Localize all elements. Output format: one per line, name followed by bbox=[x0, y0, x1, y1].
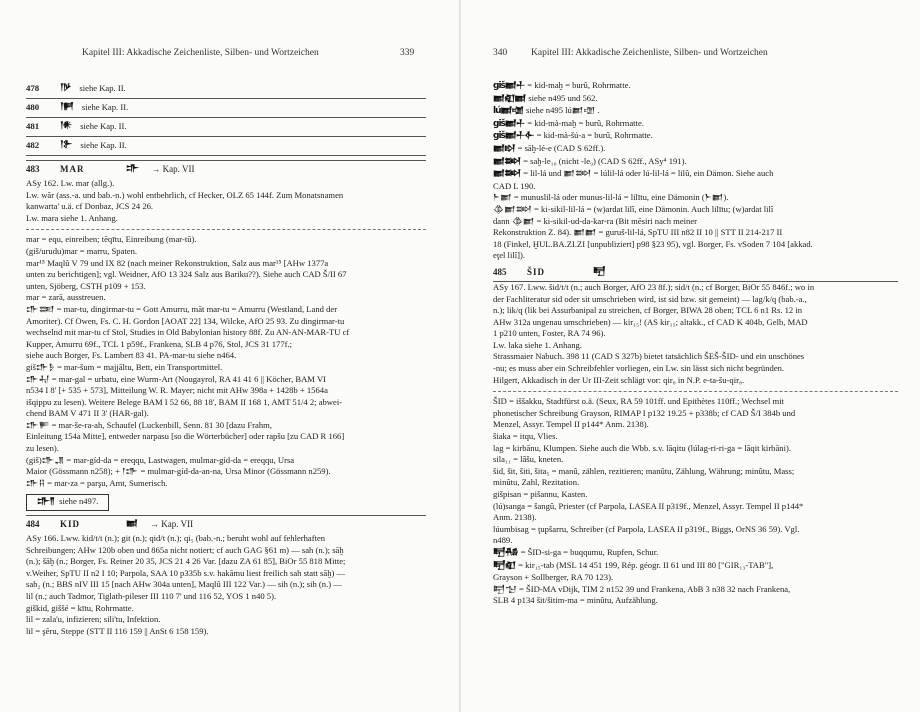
text-line: 𒈥𒊓 = mar-še-ra-ah, Schaufel (Luckenbill, Senn. 81 30 [dazu Frahm, bbox=[26, 419, 272, 430]
text-line: lag = kirbānu, Klumpen. Siehe auch die Wbb. s.v. lāqitu (lúlag-ri-ri-ga = lāqit kirbāni). bbox=[493, 442, 791, 453]
entry-485-readings bbox=[493, 396, 898, 547]
cuneiform-sign: 𒁹𒀭 bbox=[60, 121, 72, 132]
chapter-ref: → Kap. VII bbox=[151, 163, 195, 174]
cuneiform-sign: 𒁹𒂍 bbox=[60, 102, 73, 113]
dashed-divider bbox=[26, 224, 426, 230]
running-head-right: Kapitel III: Akkadische Zeichenliste, Silben- und Wortzeichen bbox=[531, 48, 768, 58]
text-line: sah₂ (n.; BBS nIV III 15 [nach AHw 304a unten], Maqlû III 122 Var.) — sih (n.); sih (n.) — bbox=[26, 579, 342, 590]
sign-line bbox=[493, 105, 898, 118]
page-number-right: 340 bbox=[493, 48, 508, 58]
text-line: 𒈥𒌅 = mar-tu, dingirmar-tu = Gott Amurru, māt mar-tu = Amurru (Westland, Land der bbox=[26, 303, 338, 314]
entry-483-loanwords bbox=[26, 178, 426, 224]
cuneiform-sign: 𒈥𒈫 bbox=[37, 497, 54, 508]
text-line: lil (n.; auch Tadmor, Tiglath-pileser III 110 7' und 116 52, YOS 1 n40 5). bbox=[26, 591, 277, 601]
text-line: 𒋃𒈠 = ŠID-MA vDijk, TIM 2 n152 39 und Frankena, AbB 3 n38 32 nach Frankena, bbox=[493, 583, 791, 594]
text-line: n534 I 8' [+ 535 + 573], Mitteilung W. R. Mayer; nicht mit AHw 398a + 1428b + 1564a bbox=[26, 385, 328, 396]
entry-485-combinations bbox=[493, 547, 898, 572]
text-line: giš𒈥𒊩 = mar-šum = majjāltu, Bett, ein Transportmittel. bbox=[26, 361, 223, 372]
sign-line bbox=[493, 156, 898, 169]
cuneiform-sign: 𒋃 bbox=[593, 266, 605, 277]
line-text: = saḫ-le₁₀ (nicht -le₉) (CAD S 62ff., ASy⁴ 191). bbox=[523, 155, 687, 166]
see-text: siehe Kap. II. bbox=[79, 83, 126, 94]
running-head-left: Kapitel III: Akkadische Zeichenliste, Silben- und Wortzeichen bbox=[82, 48, 319, 58]
text-line: ASy 162. Lw. mar (allg.). bbox=[26, 178, 115, 188]
text-line: AHw 312a ungenau umschrieben) — kir₁₅! (AS kir₁₅; altakk., cf CAD K 404b, Gelb, MAD bbox=[493, 316, 808, 327]
text-line: Amoriter). Cf Owen, Fs. C. H. Gordon [AOAT 22] 134, Wilcke, AfO 25 93. Zu dingirmar-tu bbox=[26, 315, 345, 326]
text-line: 𒈨𒆤 = munuslil-lá oder munus-lil-lá = lilītu, eine Dämonin (𒈨𒆤). bbox=[493, 192, 729, 203]
entry-485-loanwords bbox=[493, 282, 898, 386]
cuneiform-sign: 𒆤𒊏𒆤 bbox=[493, 93, 526, 104]
see-row bbox=[26, 80, 426, 99]
box-text: siehe n497. bbox=[59, 496, 99, 507]
sign-line bbox=[493, 130, 898, 143]
entry-number: 478 bbox=[26, 83, 40, 94]
line-text: = lil-lá und 𒆤𒇷 = lúlil-lá oder lú-lil-lá = lilû, ein Dämon. Siehe auch bbox=[523, 168, 774, 179]
see-text: siehe Kap. II. bbox=[81, 102, 129, 113]
text-line: Lw. wār (ass.-a. und bab.-n.) wohl entbehrlich, cf Hecker, OLZ 65 144f. Zum Monatsnamen bbox=[26, 189, 344, 200]
page-number-left: 339 bbox=[400, 48, 415, 58]
sign-line bbox=[493, 118, 898, 131]
text-line: Einleitung 154a Mitte], entweder narpasu [so die Wörterbücher] oder rapšu [zu CAD R 166] bbox=[26, 431, 345, 442]
sign-line bbox=[493, 93, 898, 106]
left-page bbox=[0, 0, 459, 712]
entry-number: 483 bbox=[26, 163, 40, 174]
text-line: siehe auch Borger, Fs. Lambert 83 41. PA-mar-tu siehe n464. bbox=[26, 350, 237, 361]
text-line: Schreibungen; AHw 120b oben und 865a nicht notiert; cf auch GAG §61 m) — sah (n.); sāḫ bbox=[26, 544, 344, 555]
text-line: -nu; es muss aber ein Schreibfehler vorliegen, ein Lw. sin lässt sich nicht begründen. bbox=[493, 363, 785, 374]
text-line: šid, šit, šiti, šita₅ = manû, zählen, rezitieren; manûtu, Zählung, Währung; minûtu, Mass; bbox=[493, 465, 795, 476]
dashed-divider bbox=[493, 386, 898, 392]
text-line: dann 𒆠𒆤 = ki-sikil-ud-da-kar-ra (Bit mēsiri nach meiner bbox=[493, 215, 697, 226]
sign-line bbox=[493, 547, 898, 560]
text-line: gišpisan = pišannu, Kasten. bbox=[493, 489, 588, 499]
text-line: Anm. 2138). bbox=[493, 512, 537, 523]
line-text: = sāḫ-lé-e (CAD S 62ff.). bbox=[517, 142, 606, 153]
cuneiform-sign: 𒁹𒉿 bbox=[60, 140, 72, 151]
see-row bbox=[26, 99, 426, 118]
text-line: n489. bbox=[493, 535, 513, 546]
sign-line bbox=[493, 168, 898, 181]
entry-number: 485 bbox=[493, 266, 507, 277]
entry-number: 484 bbox=[26, 518, 40, 529]
cuneiform-sign: 𒋃𒊏 bbox=[493, 560, 516, 571]
sign-combinations bbox=[493, 80, 898, 181]
text-line: v.Weiher, SpTU II n2 I 10; Parpola, SAA 10 p335b s.v. hakāmu liest freilich sah statt sāḫ) — bbox=[26, 567, 346, 578]
cuneiform-sign: 𒆤𒇷 bbox=[493, 156, 521, 167]
line-text: = ŠID-si-ga = buqqumu, Rupfen, Schur. bbox=[520, 546, 659, 557]
sign-line bbox=[493, 143, 898, 156]
text-line: SLB 4 p134 šit/šitim-ma = minûtu, Aufzählung. bbox=[493, 595, 658, 606]
text-line: zu lesen). bbox=[26, 443, 59, 454]
text-line: (giš/urudu)mar = marru, Spaten. bbox=[26, 245, 138, 256]
left-body bbox=[26, 80, 426, 637]
entry-485-head bbox=[493, 264, 898, 282]
text-line: išqippu zu lesen). Weitere Belege BAM I 52 66, 88 18', BAM II 168 1, AMT 51/4 2; abwei- bbox=[26, 396, 343, 407]
text-line: Maior (Gössmann n258); + 𒁹𒈥 = mulmar-gíd-da-an-na, Ursa Minor (Gössmann n259). bbox=[26, 466, 331, 477]
text-line: šiaka = itqu, Vlies. bbox=[493, 431, 558, 442]
text-line: Lw. laka siehe 1. Anhang. bbox=[493, 339, 582, 350]
sign-line bbox=[493, 560, 898, 573]
text-line: n.); lik/q (lik bei Assurbanipal zu streichen, cf Borger, BIWA 28 oben; TCL 6 n1 Rs. 12 in bbox=[493, 305, 803, 316]
text-line: mar¹⁵ Maqlû V 79 und IX 82 (nach meiner Rekonstruktion, Salz aus mar¹⁵ [AHw 1377a bbox=[26, 257, 329, 268]
text-line: chend BAM V 471 II 3' (HAR-gal). bbox=[26, 408, 149, 419]
entry-483-head bbox=[26, 160, 426, 178]
text-line: lil = zala'u, infizieren; sili'tu, Infektion. bbox=[26, 614, 161, 625]
text-line: 18 (Finkel, ḪUL.BA.ZI.ZI [unpubliziert] p98 §23 95), vgl. Borger, Fs. vSoden 7 104 [akkad. bbox=[493, 238, 813, 249]
cuneiform-sign: giš𒆤𒈦 bbox=[493, 118, 525, 129]
text-line: mar = zarā, ausstreuen. bbox=[26, 292, 106, 303]
text-line: Kupper, Amurru 69f., TCL 1 p59f., Frankena, SLB 4 p76, Stol, JCS 31 177f.; bbox=[26, 338, 293, 349]
text-line: kanwarta' u.ä. cf Donbaz, JCS 24 26. bbox=[26, 201, 154, 212]
line-text: = kid-maḫ = burû, Rohrmatte. bbox=[527, 80, 631, 90]
line-text: siehe n495 lú𒆤𒌝 . bbox=[526, 105, 600, 116]
entry-name: MAR bbox=[60, 163, 85, 174]
right-page bbox=[461, 0, 920, 712]
text-line: der Fachliteratur sid oder sit umschrieben wird, ist sid bzw. sit gemeint) — lag/k/q (bab.-a., bbox=[493, 293, 807, 304]
see-row bbox=[26, 137, 426, 156]
chapter-ref: → Kap. VII bbox=[149, 518, 194, 529]
text-line: sila₁₁ = lâšu, kneten. bbox=[493, 454, 564, 465]
text-line: unten zu berichtigen]; vgl. Weidner, AfO 13 324 Salz aus Bariku??). Siehe auch CAD Š/II 67 bbox=[26, 269, 347, 280]
text-line: 𒈥𒄷 = mar-gal = urbatu, eine Wurm-Art (Nougayrol, RA 41 41 6 || Köcher, BAM VI bbox=[26, 373, 327, 384]
entry-number: 480 bbox=[26, 102, 40, 113]
entry-number: 481 bbox=[26, 121, 40, 132]
entry-483-readings bbox=[26, 234, 426, 489]
entry-484-text bbox=[26, 533, 426, 637]
entry-485-tail bbox=[493, 572, 898, 607]
text-line: Lw. mara siehe 1. Anhang. bbox=[26, 212, 118, 223]
text-line: minûtu, Zahl, Rezitation. bbox=[493, 477, 580, 488]
text-line: (lú)sanga = šangû, Priester (cf Parpola, LASEA II p319f., Menzel, Assyr. Tempel II p144* bbox=[493, 500, 804, 511]
text-line: CAD L 190. bbox=[493, 180, 536, 191]
text-line: (n.); šāḫ (n.; Borger, Fs. Reiner 20 35, JCS 21 4 26 Var. [dazu ZA 61 85], BiOr 55 818 Mitte; bbox=[26, 556, 346, 567]
entry-number: 482 bbox=[26, 140, 40, 151]
text-line: ASy 167. Lww. šid/t/t (n.; auch Borger, AfO 23 8f.); sid/t (n.; cf Borger, BiOr 55 846f.; wo in bbox=[493, 281, 815, 292]
sign-line bbox=[493, 80, 898, 93]
right-body bbox=[493, 80, 898, 607]
text-line: eţel lilî]). bbox=[493, 250, 525, 261]
see-row bbox=[26, 118, 426, 137]
text-line: phonetischer Schreibung Grayson, RIMAP I p132 19.25 + p338b; cf CAD Š/I 384b und bbox=[493, 407, 796, 418]
text-line: Strassmaier Nabuch. 398 11 (CAD S 327b) bietet tatsächlich ŠEŠ-ŠID- und ein unschönes bbox=[493, 351, 805, 362]
cuneiform-sign: 𒆤𒊭 bbox=[493, 143, 515, 154]
text-line: 1 p210 unten, Foster, RA 74 96). bbox=[493, 328, 606, 339]
cuneiform-sign: 𒈥 bbox=[126, 163, 139, 174]
see-text: siehe Kap. II. bbox=[80, 121, 127, 132]
line-text: = kir₁₅-tab (MSL 14 451 199, Rép. géogr. II 61 und III 80 ["GIR₁₃-TAB"], bbox=[518, 559, 774, 570]
text-line: wechselnd mit mar-tu cf Stol, Studies in Old Babylonian history 88f. Zu AN-AN-MAR-TU cf bbox=[26, 327, 350, 338]
text-line: giškid, giššé = kītu, Rohrmatte. bbox=[26, 602, 134, 613]
text-line: Grayson + Sollberger, RA 70 123). bbox=[493, 572, 614, 583]
text-line: Rekonstruktion Z. 84). 𒆤𒆤 = guruš-lil-lá, SpTU III n82 II 10 || STT II 214-217 II bbox=[493, 227, 783, 238]
line-text: siehe n495 und 562. bbox=[528, 92, 598, 103]
line-text: = kid-mà-šú-a = burû, Rohrmatte. bbox=[536, 130, 653, 141]
text-line: ASy 166. Lww. kid/t/t (n.); git (n.); qid/t (n.); qi₅ (bab.-n.; beruht wohl auf fehlerhaften bbox=[26, 533, 326, 544]
text-line: lil = şēru, Steppe (STT II 116 159 || AnSt 6 158 159). bbox=[26, 625, 209, 636]
cuneiform-sign: 𒆤 bbox=[126, 518, 137, 529]
text-line: 𒈥𒍝 = mar-za = parşu, Amt, Sumerisch. bbox=[26, 477, 168, 488]
text-line: ŠID = iššakku, Stadtfürst o.ä. (Seux, RA 59 101ff. und Epithètes 110ff.; Wechsel mit bbox=[493, 396, 784, 407]
text-line: 𒆠𒆤𒇷 = ki-sikil-lil-lá = (w)ardat lilî, eine Dämonin. Auch lilītu; (w)ardat lilî bbox=[493, 203, 774, 214]
text-line: (giš)𒈥𒂗 = mar-gíd-da = ereqqu, Lastwagen, mulmar-gíd-da = ereqqu, Ursa bbox=[26, 454, 295, 465]
cuneiform-sign: lú𒆤𒌝 bbox=[493, 106, 523, 117]
lilitu-notes bbox=[493, 181, 898, 262]
text-line: unten, Sjöberg, CSTH p109 + 153. bbox=[26, 280, 146, 291]
text-line: Menzel, Assyr. Tempel II p144* Anm. 2138). bbox=[493, 419, 649, 430]
cuneiform-sign: 𒆤𒇷 bbox=[493, 169, 521, 180]
see-text: siehe Kap. II. bbox=[80, 140, 127, 151]
cuneiform-sign: giš𒆤𒈦𒅆 bbox=[493, 131, 534, 142]
cuneiform-sign: 𒁹𒃻 bbox=[60, 83, 71, 94]
text-line: Hilgert, Akkadisch in der Ur III-Zeit schlägt vor: qir₈ in N.P. e-ta-šu-qir₈. bbox=[493, 374, 745, 385]
line-text: = kid-mà-maḫ = burû, Rohrmatte. bbox=[527, 117, 644, 128]
entry-name: ŠID bbox=[527, 266, 546, 277]
text-line: lúumbisag = ţupšarru, Schreiber (cf Parpola, LASEA II p319f., Biggs, OrNS 36 59). Vgl. bbox=[493, 523, 800, 534]
entry-484-head bbox=[26, 515, 426, 533]
cuneiform-sign: giš𒆤𒈦 bbox=[493, 81, 525, 91]
entry-name: KID bbox=[60, 518, 81, 529]
cuneiform-sign: 𒋃𒄀 bbox=[493, 547, 518, 558]
text-line: mar = equ, einreiben; tēqītu, Einreibung (mar-tū). bbox=[26, 234, 197, 245]
see-rows bbox=[26, 80, 426, 156]
cross-reference-box bbox=[26, 494, 109, 511]
